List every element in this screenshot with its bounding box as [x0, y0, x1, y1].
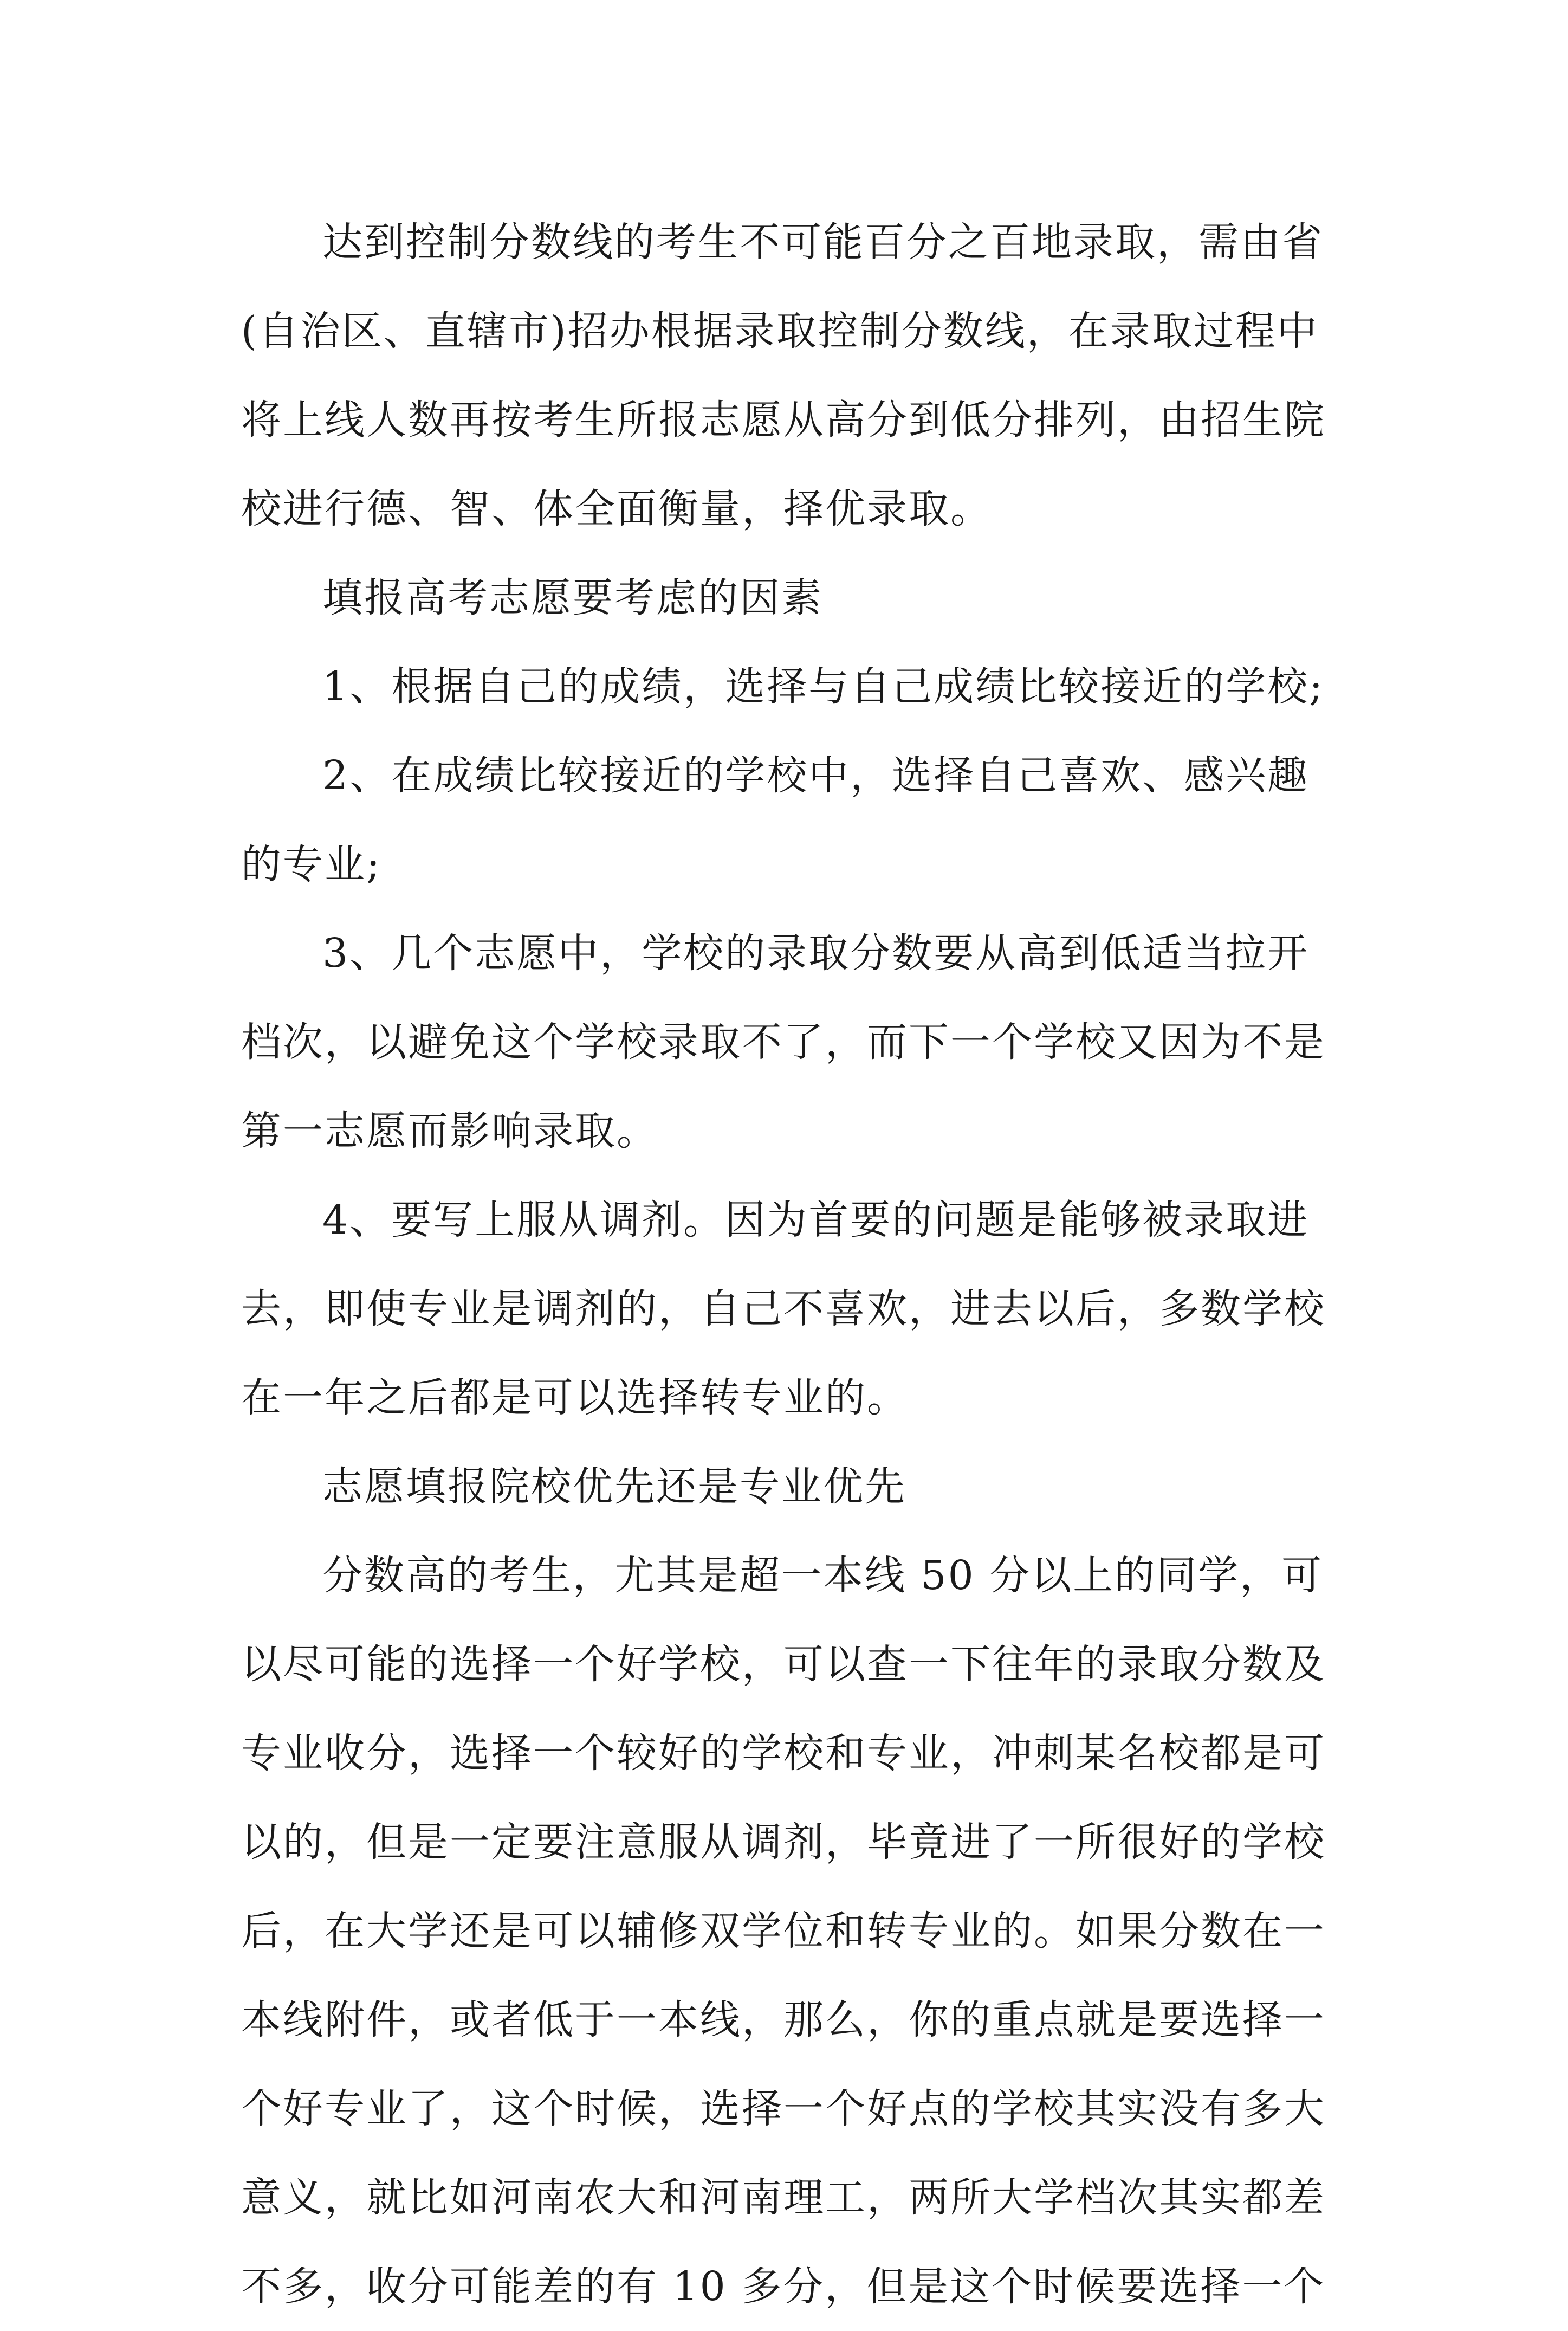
document-body [241, 198, 1336, 2331]
text-line: 不多，收分可能差的有 10 多分，但是这个时候要选择一个 [241, 2263, 1326, 2310]
text-line: 去，即使专业是调剂的，自己不喜欢，进去以后，多数学校 [241, 1286, 1326, 1332]
text-line: 意义，就比如河南农大和河南理工，两所大学档次其实都差 [241, 2174, 1326, 2221]
text-line: 分数高的考生，尤其是超一本线 50 分以上的同学，可 [322, 1552, 1324, 1599]
list-item-4: 4、要写上服从调剂。因为首要的问题是能够被录取进 [322, 1197, 1310, 1243]
text-line: 后，在大学还是可以辅修双学位和转专业的。如果分数在一 [241, 1908, 1326, 1954]
text-line: 个好专业了，这个时候，选择一个好点的学校其实没有多大 [241, 2085, 1326, 2132]
text-line: 的专业; [241, 841, 381, 888]
text-line: 以的，但是一定要注意服从调剂，毕竟进了一所很好的学校 [241, 1819, 1326, 1865]
text-line: 本线附件，或者低于一本线，那么，你的重点就是要选择一 [241, 1997, 1326, 2043]
section-heading: 填报高考志愿要考虑的因素 [322, 574, 823, 621]
text-line: 在一年之后都是可以选择转专业的。 [241, 1374, 909, 1421]
text-line: 第一志愿而影响录取。 [241, 1108, 658, 1154]
list-item-1: 1、根据自己的成绩，选择与自己成绩比较接近的学校; [322, 663, 1325, 710]
text-line: 以尽可能的选择一个好学校，可以查一下往年的录取分数及 [241, 1641, 1326, 1688]
list-item-3: 3、几个志愿中，学校的录取分数要从高到低适当拉开 [322, 930, 1310, 977]
text-line: 达到控制分数线的考生不可能百分之百地录取，需由省 [322, 219, 1324, 266]
text-line: 将上线人数再按考生所报志愿从高分到低分排列，由招生院 [241, 397, 1326, 443]
text-line: 档次，以避免这个学校录取不了，而下一个学校又因为不是 [241, 1019, 1326, 1066]
list-item-2: 2、在成绩比较接近的学校中，选择自己喜欢、感兴趣 [322, 752, 1310, 799]
text-line: (自治区、直辖市)招办根据录取控制分数线，在录取过程中 [241, 308, 1319, 354]
text-line: 校进行德、智、体全面衡量，择优录取。 [241, 486, 992, 532]
section-heading: 志愿填报院校优先还是专业优先 [322, 1463, 906, 1510]
text-line: 专业收分，选择一个较好的学校和专业，冲刺某名校都是可 [241, 1730, 1326, 1777]
